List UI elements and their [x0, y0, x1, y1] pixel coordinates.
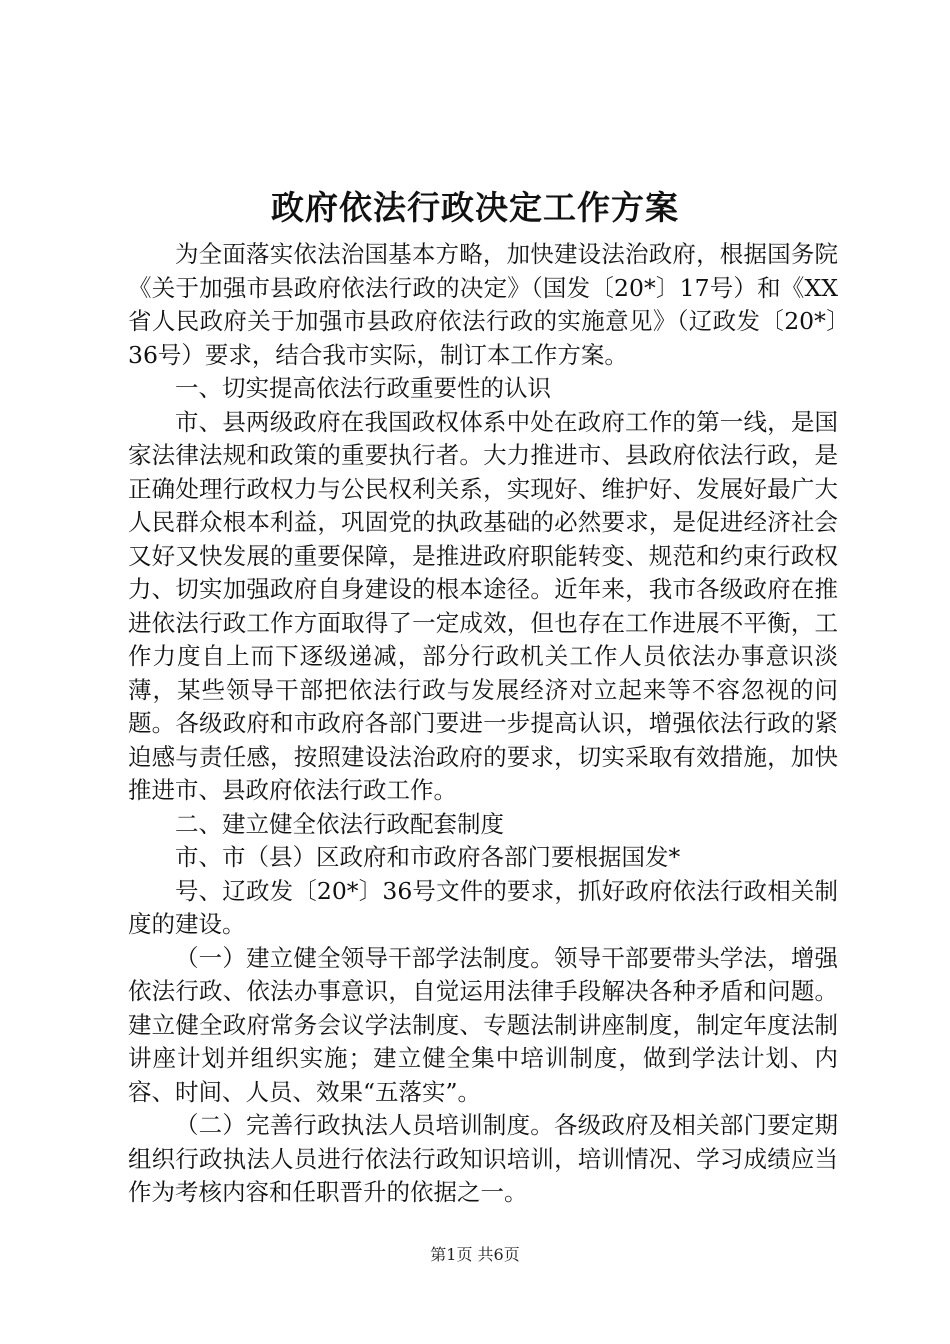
- page-number: 第1页 共6页: [430, 1245, 520, 1264]
- paragraph-item-2: （二）完善行政执法人员培训制度。各级政府及相关部门要定期组织行政执法人员进行依法行政知识培训，培训情况、学习成绩应当作为考核内容和任职晋升的依据之一。: [128, 1111, 838, 1206]
- paragraph-section-1: 市、县两级政府在我国政权体系中处在政府工作的第一线，是国家法律法规和政策的重要执行者。大力推进市、县政府依法行政，是正确处理行政权力与公民权利关系，实现好、维护好、发展好最广大人民群众根本利益，巩固党的执政基础的必然要求，是促进经济社会又好又快发展的重要保障，是推进政府职能转变、规范和约束行政权力、切实加强政府自身建设的根本途径。近年来，我市各级政府在推进依法行政工作方面取得了一定成效，但也存在工作进展不平衡，工作力度自上而下逐级递减，部分行政机关工作人员依法办事意识淡薄，某些领导干部把依法行政与发展经济对立起来等不容忽视的问题。各级政府和市政府各部门要进一步提高认识，增强依法行政的紧迫感与责任感，按照建设法治政府的要求，切实采取有效措施，加快推进市、县政府依法行政工作。: [128, 407, 838, 804]
- paragraph-section-2-line: 市、市（县）区政府和市政府各部门要根据国发*: [175, 843, 681, 871]
- paragraph-item-1: （一）建立健全领导干部学法制度。领导干部要带头学法，增强依法行政、依法办事意识，自觉运用法律手段解决各种矛盾和问题。建立健全政府常务会议学法制度、专题法制讲座制度，制定年度法制讲座计划并组织实施；建立健全集中培训制度，做到学法计划、内容、时间、人员、效果“五落实”。: [128, 943, 838, 1106]
- document-body: [128, 238, 838, 1210]
- section-heading-1: 一、切实提高依法行政重要性的认识: [175, 374, 551, 402]
- paragraph-section-2-cont: 号、辽政发〔20*〕36号文件的要求，抓好政府依法行政相关制度的建设。: [128, 876, 838, 938]
- paragraph-intro: 为全面落实依法治国基本方略，加快建设法治政府，根据国务院《关于加强市县政府依法行政的决定》（国发〔20*〕17号）和《XX省人民政府关于加强市县政府依法行政的实施意见》（辽政发〔20*〕36号）要求，结合我市实际，制订本工作方案。: [128, 240, 838, 369]
- section-heading-2: 二、建立健全依法行政配套制度: [175, 809, 504, 838]
- document-title: 政府依法行政决定工作方案: [271, 188, 679, 227]
